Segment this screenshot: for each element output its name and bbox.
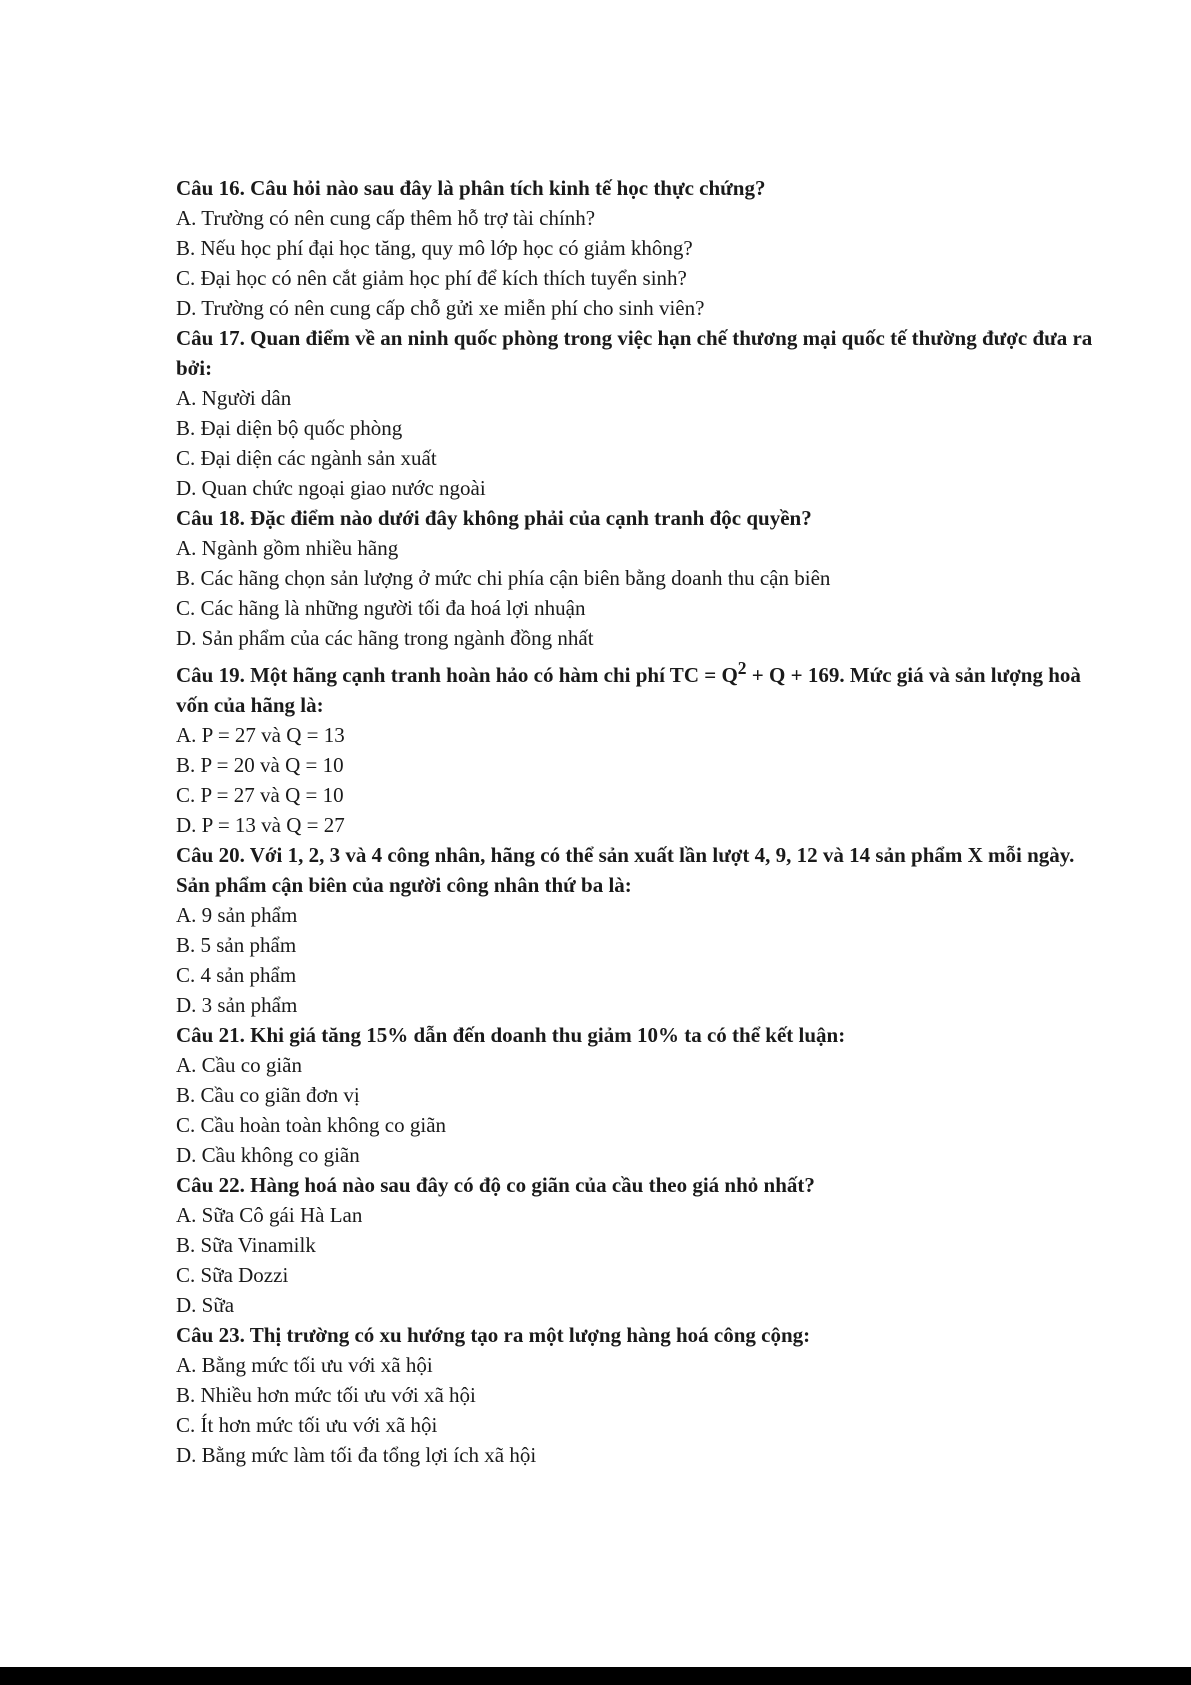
exponent: 2 [737,658,747,678]
question-16-option-d: D. Trường có nên cung cấp chỗ gửi xe miễn phí cho sinh viên? [176,296,705,320]
question-23-option-b: B. Nhiều hơn mức tối ưu với xã hội [176,1383,476,1407]
question-21-option-a: A. Cầu co giãn [176,1053,302,1077]
question-22-option-d: D. Sữa [176,1293,235,1317]
question-17-option-d: D. Quan chức ngoại giao nước ngoài [176,476,486,500]
question-17 [176,323,1106,503]
question-16-option-c: C. Đại học có nên cắt giảm học phí để kích thích tuyển sinh? [176,266,687,290]
scan-bottom-edge [0,1667,1191,1685]
question-20-option-b: B. 5 sản phẩm [176,933,297,957]
question-17-option-c: C. Đại diện các ngành sản xuất [176,446,437,470]
question-16-title: Câu 16. Câu hỏi nào sau đây là phân tích kinh tế học thực chứng? [176,176,766,200]
question-16-option-a: A. Trường có nên cung cấp thêm hỗ trợ tài chính? [176,206,596,230]
question-22 [176,1170,1106,1320]
question-19-option-d: D. P = 13 và Q = 27 [176,813,345,837]
question-18-option-c: C. Các hãng là những người tối đa hoá lợi nhuận [176,596,586,620]
question-21-title: Câu 21. Khi giá tăng 15% dẫn đến doanh thu giảm 10% ta có thể kết luận: [176,1023,846,1047]
question-19-option-b: B. P = 20 và Q = 10 [176,753,344,777]
question-23-option-c: C. Ít hơn mức tối ưu với xã hội [176,1413,438,1437]
question-16-option-b: B. Nếu học phí đại học tăng, quy mô lớp học có giảm không? [176,236,693,260]
question-22-title: Câu 22. Hàng hoá nào sau đây có độ co giãn của cầu theo giá nhỏ nhất? [176,1173,815,1197]
question-20-option-d: D. 3 sản phẩm [176,993,298,1017]
question-23-title: Câu 23. Thị trường có xu hướng tạo ra một lượng hàng hoá công cộng: [176,1323,811,1347]
question-17-title: Câu 17. Quan điểm về an ninh quốc phòng trong việc hạn chế thương mại quốc tế thường được đưa ra bởi: [176,326,1093,380]
question-18-option-a: A. Ngành gồm nhiều hãng [176,536,399,560]
question-20-option-c: C. 4 sản phẩm [176,963,297,987]
question-19-title: Câu 19. Một hãng cạnh tranh hoàn hảo có hàm chi phí TC = $Q^2 + Q + 169$. Mức giá và sản lượng hoà vốn của hãng là: [176,658,1081,717]
question-19-option-c: C. P = 27 và Q = 10 [176,783,344,807]
question-17-option-b: B. Đại diện bộ quốc phòng [176,416,403,440]
question-21-option-c: C. Cầu hoàn toàn không co giãn [176,1113,447,1137]
question-20-title: Câu 20. Với 1, 2, 3 và 4 công nhân, hãng có thể sản xuất lần lượt 4, 9, 12 và 14 sản phẩm X mỗi ngày. Sản phẩm cận biên của người công nhân thứ ba là: [176,843,1075,897]
question-19 [176,653,1106,840]
question-18 [176,503,1106,653]
question-21 [176,1020,1106,1170]
question-23-option-a: A. Bằng mức tối ưu với xã hội [176,1353,433,1377]
question-22-option-a: A. Sữa Cô gái Hà Lan [176,1203,363,1227]
question-23 [176,1320,1106,1470]
question-22-option-b: B. Sữa Vinamilk [176,1233,316,1257]
question-18-title: Câu 18. Đặc điểm nào dưới đây không phải của cạnh tranh độc quyền? [176,506,812,530]
question-17-option-a: A. Người dân [176,386,292,410]
question-23-option-d: D. Bằng mức làm tối đa tổng lợi ích xã hội [176,1443,537,1467]
question-21-option-d: D. Cầu không co giãn [176,1143,360,1167]
question-20-option-a: A. 9 sản phẩm [176,903,298,927]
question-list [176,173,1106,1470]
question-20 [176,840,1106,1020]
question-18-option-d: D. Sản phẩm của các hãng trong ngành đồng nhất [176,626,594,650]
question-18-option-b: B. Các hãng chọn sản lượng ở mức chi phía cận biên bằng doanh thu cận biên [176,566,831,590]
question-22-option-c: C. Sữa Dozzi [176,1263,289,1287]
question-16 [176,173,1106,323]
question-21-option-b: B. Cầu co giãn đơn vị [176,1083,360,1107]
question-19-option-a: A. P = 27 và Q = 13 [176,723,345,747]
